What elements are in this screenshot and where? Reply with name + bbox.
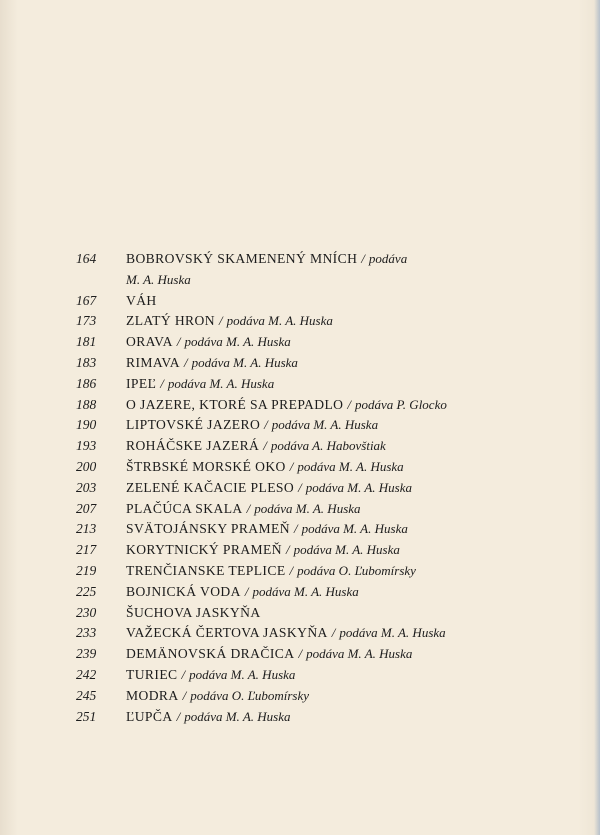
toc-entry	[0, 353, 600, 374]
toc-author: podáva O. Ľubomírsky	[297, 562, 416, 578]
toc-page-number: 183	[76, 354, 97, 370]
toc-author: podáva M. A. Huska	[254, 500, 361, 516]
toc-author: podáva M. A. Huska	[339, 625, 446, 641]
toc-entry	[0, 249, 600, 291]
toc-entry	[0, 499, 600, 520]
toc-page-number: 219	[76, 562, 97, 578]
toc-author: podáva M. A. Huska	[297, 458, 404, 474]
toc-separator: /	[264, 417, 268, 433]
toc-title: DEMÄNOVSKÁ DRAČICA	[126, 646, 295, 662]
toc-page-number: 239	[76, 646, 97, 662]
toc-entry	[0, 561, 600, 582]
toc-title: LIPTOVSKÉ JAZERO	[126, 417, 261, 433]
toc-entry-text	[126, 395, 586, 416]
toc-title: PLAČÚCA SKALA	[126, 500, 243, 516]
toc-entry-text	[126, 353, 586, 374]
toc-title: ROHÁČSKE JAZERÁ	[126, 438, 260, 454]
toc-author: podáva O. Ľubomírsky	[190, 687, 310, 703]
toc-page-number: 230	[76, 604, 97, 620]
toc-title: MODRA	[126, 687, 179, 703]
toc-entry-text	[126, 582, 586, 603]
toc-entry-text	[126, 665, 586, 686]
toc-author: podáva A. Habovštiak	[270, 438, 386, 454]
toc-author: podáva M. A. Huska	[184, 708, 291, 724]
toc-separator: /	[244, 583, 249, 599]
toc-entry	[0, 582, 600, 603]
toc-page-number: 190	[76, 417, 97, 433]
toc-entry	[0, 311, 600, 332]
toc-title: SVÄTOJÁNSKY PRAMEŇ	[126, 521, 290, 537]
toc-entry	[0, 332, 600, 353]
toc-page-number: 242	[76, 666, 97, 682]
toc-title: VAŽECKÁ ČERTOVA JASKYŇA	[126, 625, 328, 641]
toc-author: podáva M. A. Huska	[191, 354, 298, 370]
toc-author: podáva M. A. Huska	[293, 542, 400, 558]
toc-author: podáva M. A. Huska	[189, 666, 296, 682]
toc-page-number: 207	[76, 500, 97, 516]
toc-page-number: 173	[76, 313, 97, 329]
toc-page-number: 225	[76, 583, 97, 599]
toc-entry-text	[126, 249, 586, 291]
toc-separator: /	[298, 646, 303, 662]
toc-title: KORYTNICKÝ PRAMEŇ	[126, 542, 282, 558]
toc-title: O JAZERE, KTORÉ SA PREPADLO	[126, 396, 344, 412]
toc-page-number: 233	[76, 625, 97, 641]
toc-separator: /	[182, 687, 187, 703]
toc-entry	[0, 707, 600, 728]
toc-entry-text	[126, 291, 586, 312]
toc-separator: /	[347, 396, 352, 412]
toc-separator: /	[263, 438, 267, 454]
toc-entry	[0, 519, 600, 540]
toc-title: ORAVA	[126, 334, 173, 350]
toc-title: IPEĽ	[126, 375, 157, 391]
toc-page-number: 203	[76, 479, 97, 495]
toc-title: RIMAVA	[126, 354, 181, 370]
toc-author: M. A. Huska	[126, 271, 191, 287]
toc-entry	[0, 291, 600, 312]
toc-entry-text	[126, 540, 586, 561]
toc-separator: /	[176, 708, 181, 724]
toc-page-number: 181	[76, 334, 97, 350]
toc-author: podáva M. A. Huska	[306, 646, 413, 662]
toc-entry-text	[126, 499, 586, 520]
toc-separator: /	[181, 666, 186, 682]
toc-author: podáva P. Glocko	[355, 396, 447, 412]
toc-page-number: 186	[76, 375, 97, 391]
toc-page-number: 193	[76, 438, 97, 454]
toc-entry	[0, 540, 600, 561]
toc-author: podáva M. A. Huska	[252, 583, 359, 599]
toc-entry-text	[126, 457, 586, 478]
toc-title: TRENČIANSKE TEPLICE	[126, 562, 286, 578]
toc-entry	[0, 436, 600, 457]
toc-page-number: 167	[76, 292, 97, 308]
toc-entry	[0, 374, 600, 395]
toc-entry-text	[126, 561, 586, 582]
toc-entry-text	[126, 519, 586, 540]
toc-title: ĽUPČA	[126, 708, 173, 724]
toc-page-number: 200	[76, 458, 97, 474]
toc-entry-text	[126, 707, 586, 728]
toc-title: BOJNICKÁ VODA	[126, 583, 241, 599]
toc-author: podáva M. A. Huska	[271, 417, 379, 433]
toc-page-number: 251	[76, 708, 97, 724]
table-of-contents	[0, 249, 600, 727]
toc-separator: /	[184, 354, 188, 370]
toc-title: ZLATÝ HRON	[126, 313, 215, 329]
toc-entry-text	[126, 603, 586, 624]
toc-entry-text	[126, 311, 586, 332]
toc-entry	[0, 415, 600, 436]
toc-author: podáva M. A. Huska	[167, 375, 275, 391]
toc-separator: /	[218, 313, 223, 329]
toc-separator: /	[160, 375, 164, 391]
toc-entry-text	[126, 644, 586, 665]
toc-entry-text	[126, 374, 586, 395]
toc-title: ZELENÉ KAČACIE PLESO	[126, 479, 295, 495]
toc-page-number: 217	[76, 542, 97, 558]
toc-separator: /	[298, 479, 302, 495]
toc-author: podáva M. A. Huska	[184, 334, 291, 350]
toc-author: podáva M. A. Huska	[305, 479, 412, 495]
toc-separator: /	[331, 625, 336, 641]
toc-separator: /	[289, 458, 294, 474]
toc-entry	[0, 457, 600, 478]
toc-page-number: 188	[76, 396, 97, 412]
toc-title: TURIEC	[126, 666, 178, 682]
toc-separator: /	[246, 500, 251, 516]
toc-entry-text	[126, 686, 586, 707]
toc-author-prefix: podáva	[368, 251, 408, 266]
toc-entry-text	[126, 436, 586, 457]
toc-entry	[0, 395, 600, 416]
toc-page-number: 213	[76, 521, 97, 537]
toc-entry-text	[126, 332, 586, 353]
toc-entry-text	[126, 478, 586, 499]
toc-entry	[0, 623, 600, 644]
toc-entry	[0, 603, 600, 624]
toc-entry-text	[126, 623, 586, 644]
toc-entry	[0, 478, 600, 499]
toc-entry	[0, 665, 600, 686]
toc-title: ŠUCHOVA JASKYŇA	[126, 604, 261, 620]
toc-separator: /	[289, 562, 294, 578]
toc-separator: /	[361, 251, 365, 266]
toc-entry	[0, 686, 600, 707]
toc-separator: /	[285, 542, 290, 558]
toc-entry	[0, 644, 600, 665]
toc-entry-text	[126, 415, 586, 436]
toc-separator: /	[293, 521, 298, 537]
toc-author: podáva M. A. Huska	[301, 521, 408, 537]
toc-title: VÁH	[126, 292, 157, 308]
toc-title: ŠTRBSKÉ MORSKÉ OKO	[126, 458, 286, 474]
toc-author: podáva M. A. Huska	[226, 313, 333, 329]
toc-separator: /	[176, 334, 181, 350]
toc-page-number: 245	[76, 687, 97, 703]
toc-title: BOBROVSKÝ SKAMENENÝ MNÍCH	[126, 251, 358, 266]
toc-page-number: 164	[76, 251, 97, 266]
